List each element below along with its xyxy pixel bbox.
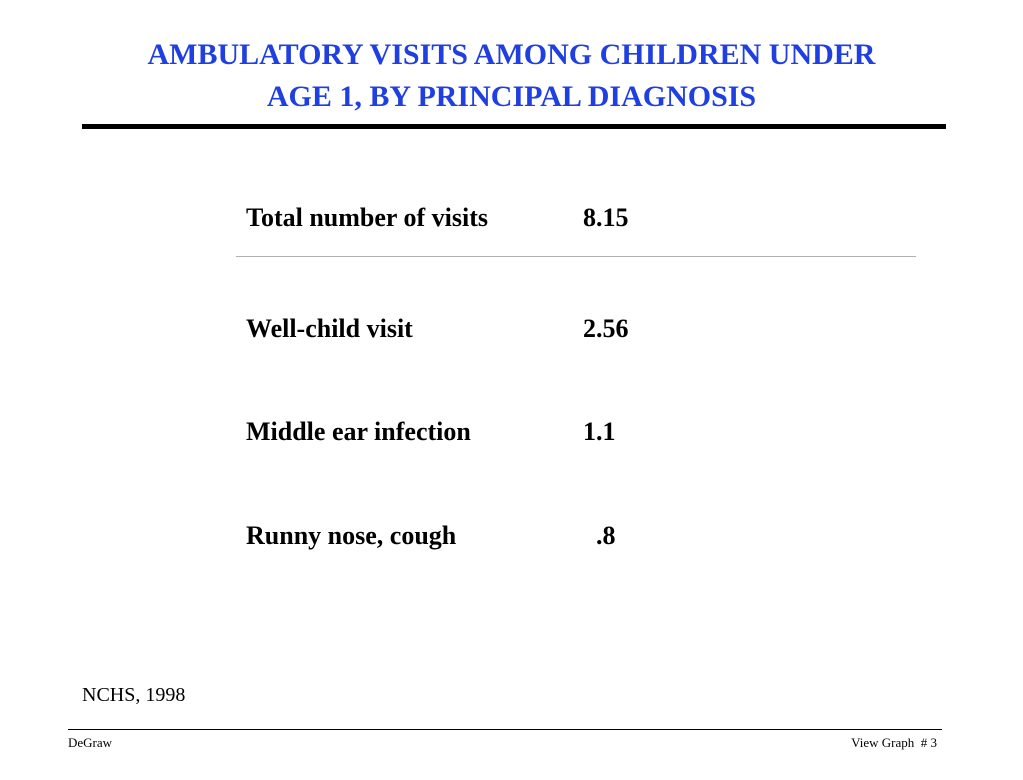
footer-page-label: View Graph # 3 — [851, 735, 937, 750]
row-label: Middle ear infection — [246, 417, 471, 446]
footer-author: DeGraw — [68, 735, 113, 750]
table-divider — [236, 256, 916, 257]
slide-title-line-2: AGE 1, BY PRINCIPAL DIAGNOSIS — [266, 80, 757, 113]
table-row-runny-nose — [246, 516, 916, 556]
source-citation: NCHS, 1998 — [82, 684, 186, 706]
row-value: 8.15 — [583, 203, 629, 232]
footer-rule — [68, 729, 942, 730]
row-label: Well-child visit — [246, 314, 413, 343]
table-row-total — [246, 198, 916, 238]
title-underline — [82, 124, 946, 129]
table-row-middle-ear — [246, 412, 916, 452]
table-row-well-child — [246, 309, 916, 349]
row-label: Total number of visits — [246, 203, 488, 232]
row-value: .8 — [583, 521, 616, 550]
slide-title — [60, 34, 963, 118]
slide-title-line-1: AMBULATORY VISITS AMONG CHILDREN UNDER — [147, 38, 876, 71]
row-value: 1.1 — [583, 417, 616, 446]
row-value: 2.56 — [583, 314, 629, 343]
row-label: Runny nose, cough — [246, 521, 457, 550]
